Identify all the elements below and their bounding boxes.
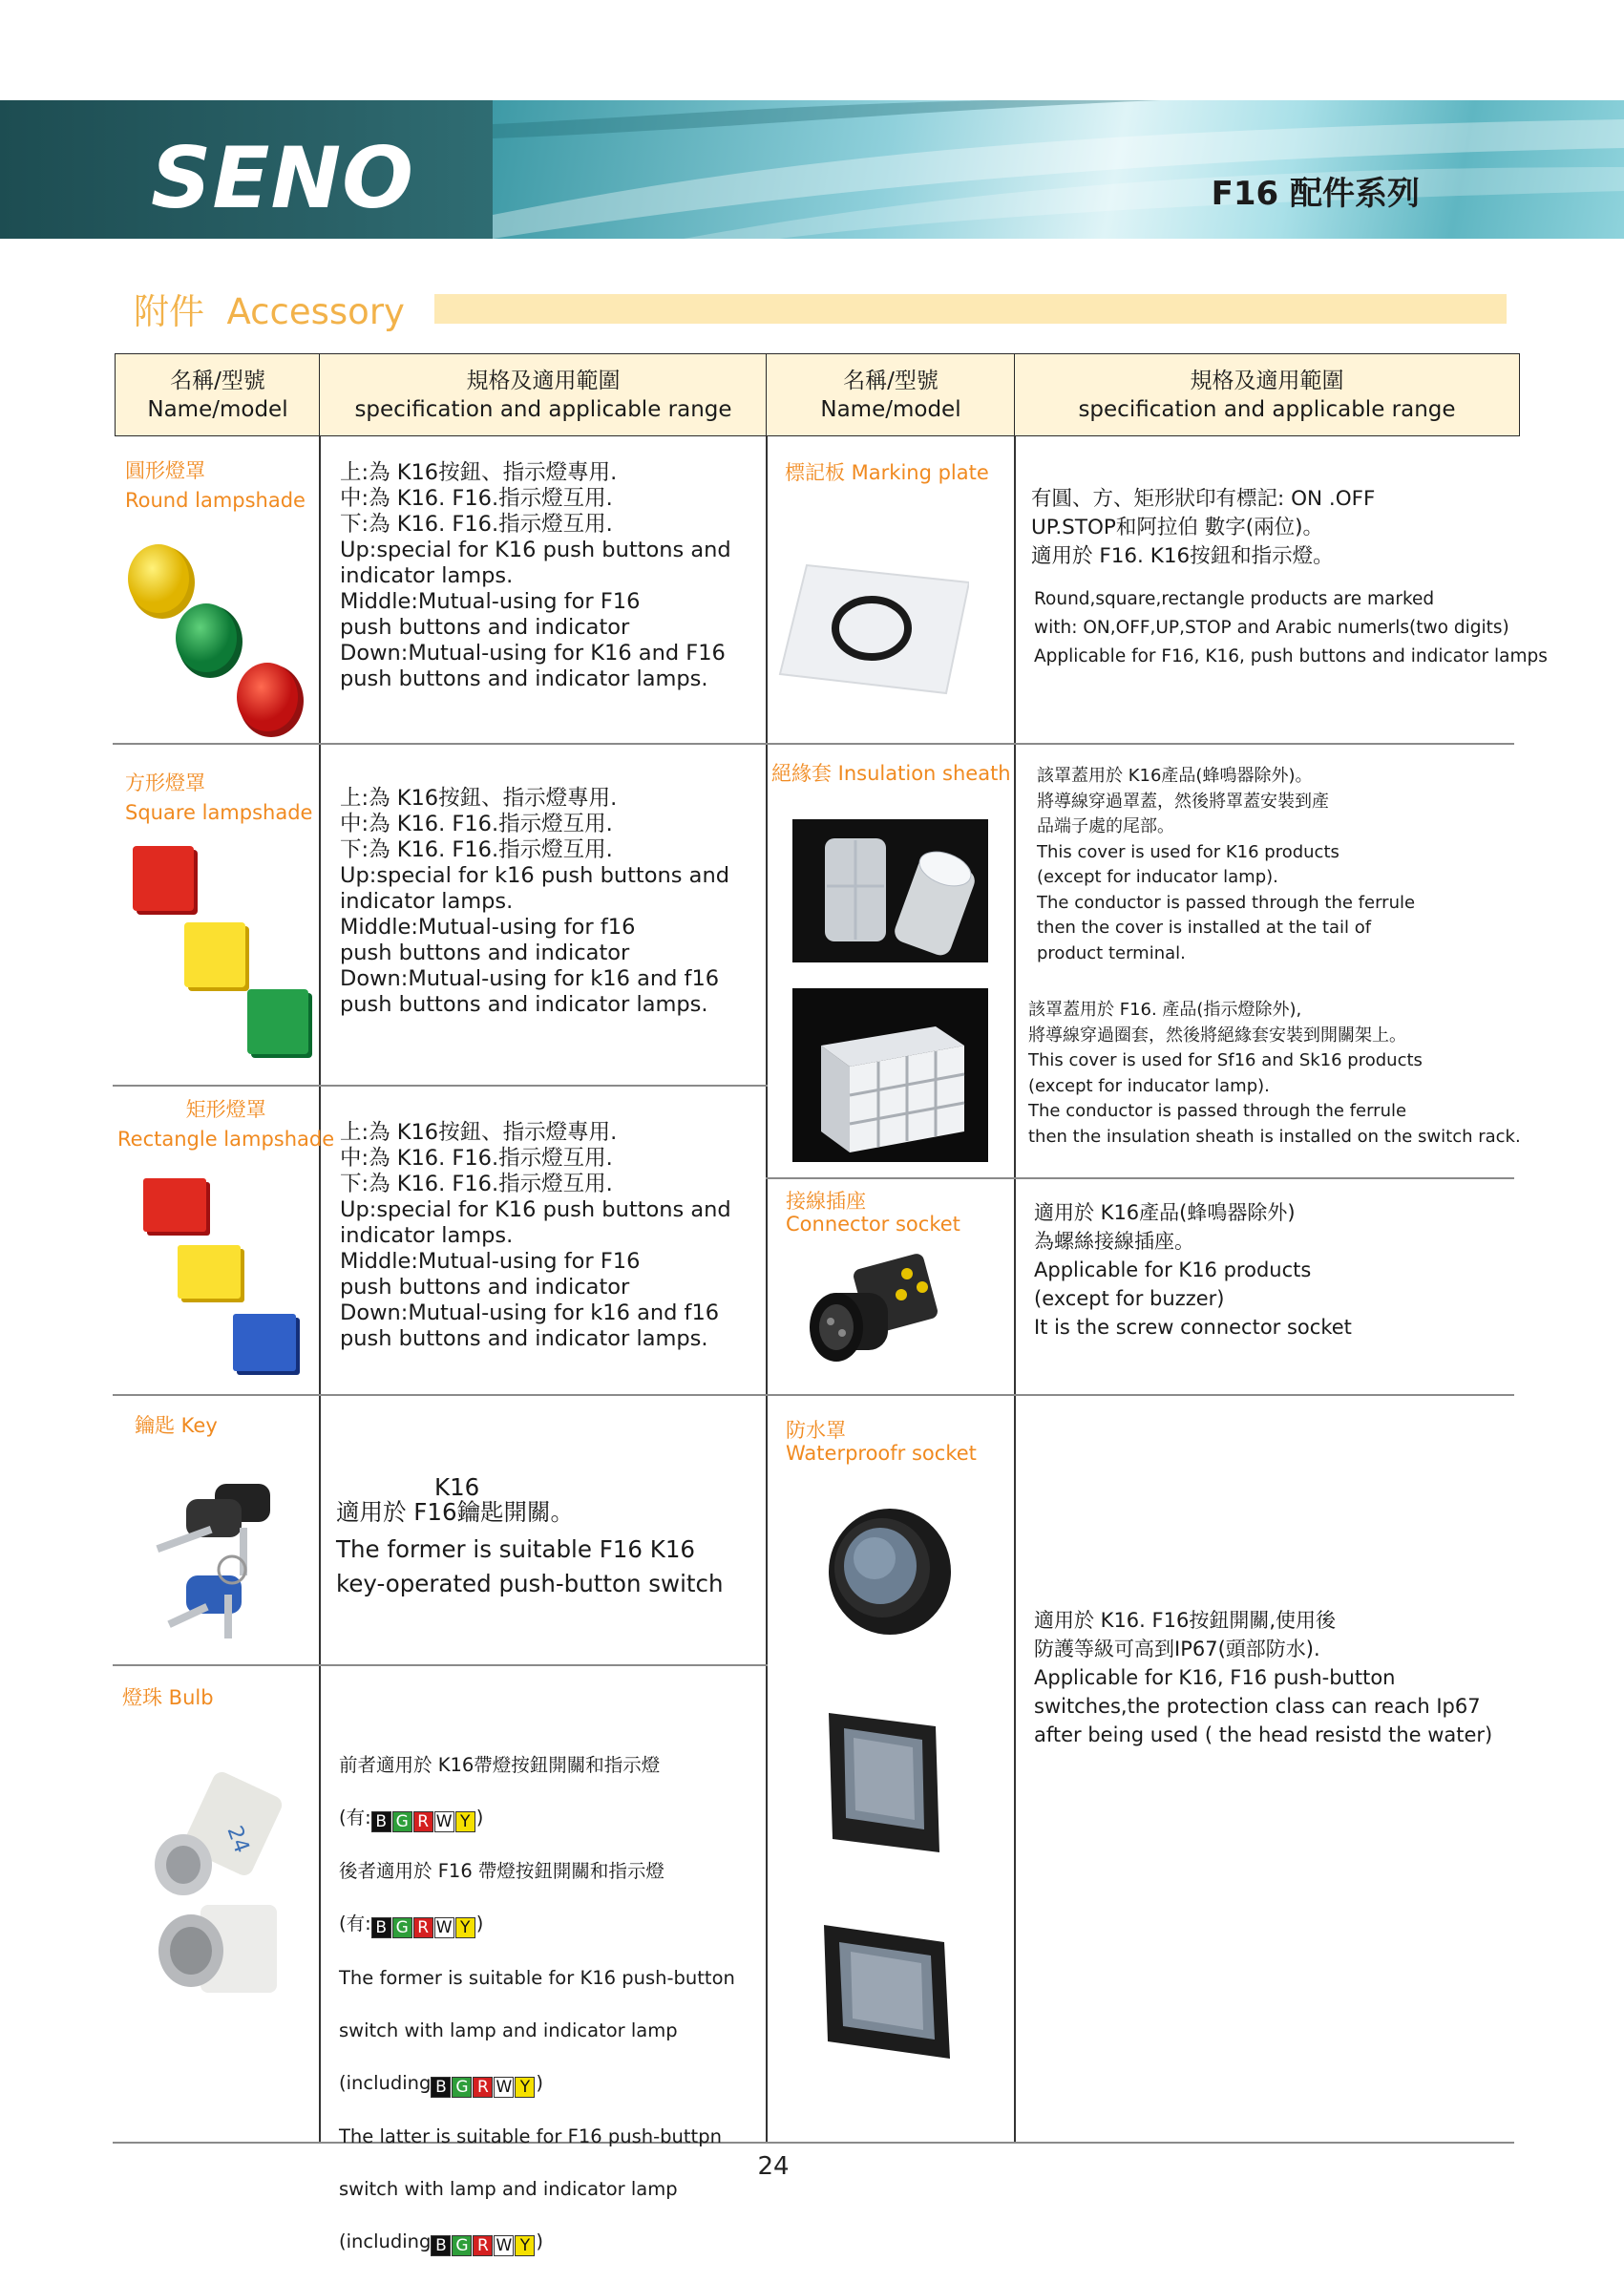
- page-number: 24: [757, 2152, 790, 2181]
- svg-text:24: 24: [221, 1823, 254, 1857]
- banner-wave-graphic: [493, 100, 1624, 239]
- item-name-connector-socket: 接線插座 Connector socket: [786, 1190, 960, 1236]
- bulb-line4-prefix: (有:: [339, 1913, 371, 1934]
- round-lampshade-image: [122, 535, 313, 745]
- waterproof-square-image: [821, 1709, 950, 1857]
- header-name-right: 名稱/型號 Name/model: [766, 353, 1016, 436]
- series-title: F16 配件系列: [1211, 175, 1420, 213]
- section-title: 附件 Accessory: [134, 291, 405, 332]
- row-divider: [766, 1177, 1514, 1179]
- bulb-line6: switch with lamp and indicator lamp: [339, 2019, 678, 2041]
- bulb-line7-prefix: (including: [339, 2071, 432, 2094]
- item-name-marking-plate: 標記板 Marking plate: [785, 461, 989, 484]
- swatch-yellow: Y: [515, 2235, 535, 2256]
- row-divider: [113, 1394, 768, 1396]
- bulb-line9: switch with lamp and indicator lamp: [339, 2178, 678, 2200]
- swatch-black: B: [431, 2077, 451, 2098]
- item-name-rectangle-lampshade: 矩形燈罩 Rectangle lampshade: [117, 1098, 335, 1151]
- bulb-line2-prefix: (有:: [339, 1806, 371, 1829]
- insulation-sheath-image-1: [792, 819, 988, 962]
- spec-round-lampshade: 上:為 K16按鈕、指示燈專用. 中:為 K16. F16.指示燈互用. 下:為 K16. F16.指示燈互用. Up:special for K16 push buttons and indicator lamps. Middle:Mutual-using for F16 push buttons and indicator Down:Mutual-using for K16 and F16 push buttons and indicator lamps.: [340, 460, 731, 691]
- spec-insulation-2: 該罩蓋用於 F16. 產品(指示燈除外), 將導線穿過圈套，然後將絕緣套安裝到開關架上。 This cover is used for Sf16 and Sk16 products (except for inducator lamp). The conductor is passed through the ferrule then the insulation sheath is installed on the switch rack.: [1028, 1000, 1521, 1147]
- swatch-yellow: Y: [455, 1917, 475, 1938]
- row-divider: [113, 1085, 768, 1087]
- spec-marking-en: Round,square,rectangle products are marked with: ON,OFF,UP,STOP and Arabic numerls(two digits) Applicable for F16, K16, push buttons and indicator lamps: [1034, 589, 1548, 666]
- swatch-green: G: [452, 2077, 472, 2098]
- connector-socket-image: [802, 1251, 955, 1375]
- item-name-round-lampshade: 圓形燈罩 Round lampshade: [125, 459, 306, 512]
- header-spec-left: 規格及適用範圍 specification and applicable range: [319, 353, 768, 436]
- swatch-green: G: [392, 1917, 412, 1938]
- swatch-red: R: [413, 1917, 433, 1938]
- key-image: [148, 1470, 291, 1642]
- swatch-green: G: [452, 2235, 472, 2256]
- table-bottom-line: [113, 2142, 1514, 2144]
- square-lampshade-image: [129, 842, 320, 1071]
- bulb-line5: The former is suitable for K16 push-button: [339, 1966, 735, 1989]
- section-title-bar: [434, 294, 1507, 324]
- bulb-line10-prefix: (including: [339, 2230, 432, 2252]
- spec-square-lampshade: 上:為 K16按鈕、指示燈專用. 中:為 K16. F16.指示燈互用. 下:為 K16. F16.指示燈互用. Up:special for k16 push buttons and indicator lamps. Middle:Mutual-using for f16 push buttons and indicator Down:Mutual-using for k16 and f16 push buttons and indicator lamps.: [340, 786, 729, 1017]
- swatch-black: B: [431, 2235, 451, 2256]
- bulb-line4: [339, 1911, 735, 1938]
- bulb-line10: [339, 2229, 735, 2256]
- spec-marking-cn: 有圓、方、矩形狀印有標記: ON .OFF UP.STOP和阿拉伯 數字(兩位)。 適用於 F16. K16按鈕和指示燈。: [1031, 487, 1376, 568]
- spec-rectangle-lampshade: 上:為 K16按鈕、指示燈專用. 中:為 K16. F16.指示燈互用. 下:為 K16. F16.指示燈互用. Up:special for K16 push buttons and indicator lamps. Middle:Mutual-using for F16 push buttons and indicator Down:Mutual-using for k16 and f16 push buttons and indicator lamps.: [340, 1120, 731, 1351]
- swatch-red: R: [413, 1811, 433, 1832]
- column-divider: [319, 435, 321, 2143]
- waterproof-round-image: [821, 1503, 955, 1637]
- row-divider: [113, 1664, 768, 1666]
- bulb-line8: The latter is suitable for F16 push-buttpn: [339, 2125, 722, 2147]
- item-name-key: 鑰匙 Key: [135, 1414, 218, 1437]
- bulb-line4-close: ): [475, 1913, 484, 1934]
- row-divider: [766, 1394, 1514, 1396]
- bulb-line7-close: ): [536, 2071, 544, 2094]
- bulb-line2: [339, 1805, 735, 1832]
- item-name-insulation-sheath: 絕緣套 Insulation sheath: [771, 762, 1011, 785]
- spec-key-en2: key-operated push-button switch: [336, 1570, 724, 1597]
- banner-light-panel: [493, 100, 1624, 239]
- row-divider: [766, 743, 1514, 745]
- spec-key-model: K16: [434, 1473, 480, 1501]
- bulb-line3: 後者適用於 F16 帶燈按鈕開關和指示燈: [339, 1860, 664, 1882]
- spec-key-en1: The former is suitable F16 K16: [336, 1535, 696, 1563]
- header-banner: [0, 100, 1624, 239]
- header-spec-right: 規格及適用範圍 specification and applicable range: [1014, 353, 1520, 436]
- swatch-black: B: [371, 1917, 391, 1938]
- waterproof-rectangle-image: [818, 1919, 957, 2062]
- bulb-block: [339, 1725, 735, 2283]
- spec-connector-socket: 適用於 K16產品(蜂鳴器除外) 為螺絲接線插座。 Applicable for K16 products (except for buzzer) It is the screw connector socket: [1034, 1201, 1352, 1339]
- swatch-green: G: [392, 1811, 412, 1832]
- item-name-bulb: 燈珠 Bulb: [122, 1686, 214, 1709]
- bulb-line7: [339, 2070, 735, 2098]
- spec-insulation-1: 該罩蓋用於 K16產品(蜂鳴器除外)。 將導線穿過罩蓋，然後將罩蓋安裝到產 品端子處的尾部。 This cover is used for K16 products (except for inducator lamp). The conductor is passed through the ferrule then the cover is installed at the tail of product terminal.: [1037, 766, 1416, 963]
- spec-key-cn: 適用於 F16鑰匙開關。: [336, 1498, 575, 1526]
- swatch-yellow: Y: [455, 1811, 475, 1832]
- swatch-white: W: [494, 2077, 514, 2098]
- item-name-square-lampshade: 方形燈罩 Square lampshade: [125, 772, 313, 824]
- header-name-left: 名稱/型號 Name/model: [115, 353, 321, 436]
- column-divider: [766, 435, 768, 2143]
- brand-logo: SENO: [151, 129, 414, 227]
- spec-waterproof-socket: 適用於 K16. F16按鈕開關,使用後 防護等級可高到IP67(頭部防水). Applicable for K16, F16 push-button switches,the protection class can reach Ip67 after being used ( the head resistd the water): [1034, 1609, 1493, 1746]
- bulb-line10-close: ): [536, 2230, 544, 2252]
- swatch-white: W: [434, 1917, 454, 1938]
- bulb-line1: 前者適用於 K16帶燈按鈕開關和指示燈: [339, 1753, 661, 1776]
- column-divider: [1014, 435, 1016, 2143]
- swatch-black: B: [371, 1811, 391, 1832]
- swatch-white: W: [434, 1811, 454, 1832]
- swatch-red: R: [473, 2077, 493, 2098]
- marking-plate-image: [778, 563, 969, 697]
- bulb-line2-close: ): [475, 1806, 484, 1829]
- rectangle-lampshade-image: [141, 1174, 313, 1389]
- swatch-white: W: [494, 2235, 514, 2256]
- bulb-image: [143, 1771, 296, 2010]
- item-name-waterproof-socket: 防水罩 Waterproofr socket: [786, 1419, 977, 1465]
- insulation-sheath-image-2: [792, 988, 988, 1162]
- swatch-red: R: [473, 2235, 493, 2256]
- swatch-yellow: Y: [515, 2077, 535, 2098]
